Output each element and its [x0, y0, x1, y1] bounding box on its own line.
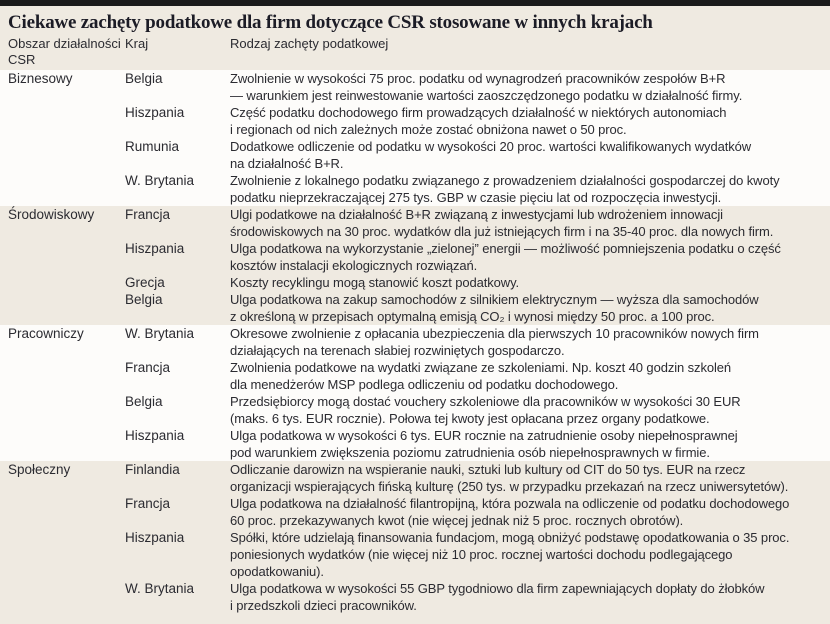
- incentive-line: i przedszkoli dzieci pracowników.: [230, 598, 417, 613]
- incentive-line: podatku nieprzekraczającej 275 tys. GBP w czasie pięciu lat od rozpoczęcia inwestycji.: [230, 190, 722, 205]
- incentive-text: [230, 461, 822, 495]
- incentive-line: Spółki, które udzielają finansowania fundacjom, mogą obniżyć podstawę opodatkowania o 35 proc.: [230, 530, 790, 545]
- incentive-line: Część podatku dochodowego firm prowadzących działalność w niektórych autonomiach: [230, 105, 727, 120]
- incentive-line: Ulga podatkowa na działalność filantropijną, która pozwala na odliczenie od podatku dochodowego: [230, 496, 790, 511]
- table-row: [125, 580, 822, 614]
- incentive-text: [230, 325, 822, 359]
- table-row: [125, 529, 822, 580]
- country-label: Grecja: [125, 275, 165, 290]
- country-label: Belgia: [125, 71, 163, 86]
- incentive-text: [230, 427, 822, 461]
- table-section: [0, 325, 830, 461]
- incentive-line: Ulga podatkowa na zakup samochodów z silnikiem elektrycznym — wyższa dla samochodów: [230, 292, 759, 307]
- section-rows: [125, 325, 822, 461]
- incentive-text: [230, 291, 822, 325]
- incentive-line: dla menedżerów MSP podlega odliczeniu od podatku dochodowego.: [230, 377, 619, 392]
- incentive-line: Okresowe zwolnienie z opłacania ubezpieczenia dla pierwszych 10 pracowników nowych firm: [230, 326, 759, 341]
- incentive-line: Ulga podatkowa w wysokości 55 GBP tygodniowo dla firm zapewniających dopłaty do żłobków: [230, 581, 765, 596]
- country-label: Belgia: [125, 292, 163, 307]
- section-rows: [125, 206, 822, 325]
- incentive-line: 60 proc. przekazywanych kwot (nie więcej jednak niż 5 proc. rocznych obrotów).: [230, 513, 684, 528]
- incentive-line: z określoną w przepisach optymalną emisją CO₂ i wynosi między 50 proc. a 100 proc.: [230, 309, 715, 324]
- country-label: Francja: [125, 207, 171, 222]
- country-label: W. Brytania: [125, 581, 195, 596]
- column-header-incentive: Rodzaj zachęty podatkowej: [230, 36, 389, 51]
- table-row: [125, 240, 822, 274]
- incentive-line: działających na terenach słabiej rozwiniętych gospodarczo.: [230, 343, 565, 358]
- area-label: Pracowniczy: [8, 326, 84, 341]
- table-section: [0, 461, 830, 624]
- table-row: [125, 138, 822, 172]
- table-row: [125, 274, 822, 291]
- incentive-text: [230, 172, 822, 206]
- country-label: Hiszpania: [125, 530, 185, 545]
- incentive-line: poniesionych wydatków (nie więcej niż 10 proc. rocznej wartości dochodu podlegającego: [230, 547, 733, 562]
- incentive-line: Dodatkowe odliczenie od podatku w wysokości 20 proc. wartości kwalifikowanych wydatków: [230, 139, 752, 154]
- incentive-line: Odliczanie darowizn na wspieranie nauki, sztuki lub kultury od CIT do 50 tys. EUR na rzecz: [230, 462, 746, 477]
- table-row: [125, 206, 822, 240]
- table-row: [125, 325, 822, 359]
- incentive-text: [230, 359, 822, 393]
- incentive-line: pod warunkiem zwiększenia poziomu zatrudnienia osób niepełnosprawnych w firmie.: [230, 445, 710, 460]
- country-label: Francja: [125, 496, 171, 511]
- incentive-text: [230, 580, 822, 614]
- incentive-line: Koszty recyklingu mogą stanowić koszt podatkowy.: [230, 275, 520, 290]
- country-label: W. Brytania: [125, 173, 195, 188]
- column-header-country: Kraj: [125, 36, 149, 51]
- incentive-text: [230, 274, 822, 291]
- country-label: W. Brytania: [125, 326, 195, 341]
- table-section: [0, 206, 830, 325]
- table-section: [0, 70, 830, 206]
- area-label: Społeczny: [8, 462, 71, 477]
- incentive-text: [230, 529, 822, 580]
- page-title: Ciekawe zachęty podatkowe dla firm dotyczące CSR stosowane w innych krajach: [0, 6, 830, 35]
- country-label: Rumunia: [125, 139, 180, 154]
- incentive-line: opodatkowaniu).: [230, 564, 324, 579]
- incentive-text: [230, 495, 822, 529]
- incentive-line: (maks. 6 tys. EUR rocznie). Połowa tej kwoty jest opłacana przez organy podatkowe.: [230, 411, 710, 426]
- incentive-line: Zwolnienia podatkowe na wydatki związane ze szkoleniami. Np. koszt 40 godzin szkoleń: [230, 360, 732, 375]
- incentive-text: [230, 240, 822, 274]
- incentive-line: na działalność B+R.: [230, 156, 344, 171]
- section-rows: [125, 70, 822, 206]
- table-body: [0, 70, 830, 624]
- table-row: [125, 393, 822, 427]
- country-label: Hiszpania: [125, 105, 185, 120]
- incentive-line: kosztów instalacji ekologicznych rozwiązań.: [230, 258, 478, 273]
- incentive-text: [230, 70, 822, 104]
- table-row: [125, 427, 822, 461]
- table-row: [125, 104, 822, 138]
- table-row: [125, 172, 822, 206]
- country-label: Francja: [125, 360, 171, 375]
- incentive-line: — warunkiem jest reinwestowanie wartości zaoszczędzonego podatku w działalność firmy.: [230, 88, 743, 103]
- incentive-line: organizacji wspierających fińską kulturę (250 tys. w przypadku przekazań na rzecz uniwersytetów).: [230, 479, 789, 494]
- table-row: [125, 461, 822, 495]
- incentive-line: i regionach od nich zależnych może zostać obniżona nawet o 50 proc.: [230, 122, 627, 137]
- table-header: [0, 35, 830, 70]
- table-row: [125, 70, 822, 104]
- table-row: [125, 495, 822, 529]
- incentive-text: [230, 104, 822, 138]
- incentive-text: [230, 138, 822, 172]
- incentive-line: Zwolnienie w wysokości 75 proc. podatku od wynagrodzeń pracowników zespołów B+R: [230, 71, 726, 86]
- incentive-line: Zwolnienie z lokalnego podatku związanego z prowadzeniem działalności gospodarczej do kwoty: [230, 173, 780, 188]
- area-label: Środowiskowy: [8, 207, 95, 222]
- incentive-line: Ulga podatkowa na wykorzystanie „zielonej” energii — możliwość pomniejszenia podatku o część: [230, 241, 781, 256]
- country-label: Hiszpania: [125, 241, 185, 256]
- incentive-text: [230, 393, 822, 427]
- table-row: [125, 291, 822, 325]
- country-label: Finlandia: [125, 462, 180, 477]
- incentive-line: Przedsiębiorcy mogą dostać vouchery szkoleniowe dla pracowników w wysokości 30 EUR: [230, 394, 741, 409]
- country-label: Belgia: [125, 394, 163, 409]
- country-label: Hiszpania: [125, 428, 185, 443]
- area-label: Biznesowy: [8, 71, 73, 86]
- section-rows: [125, 461, 822, 614]
- incentive-line: Ulga podatkowa w wysokości 6 tys. EUR rocznie na zatrudnienie osoby niepełnosprawnej: [230, 428, 738, 443]
- incentive-line: Ulgi podatkowe na działalność B+R związaną z inwestycjami lub wdrożeniem innowacji: [230, 207, 723, 222]
- column-header-area: Obszar działalności CSR: [8, 36, 121, 67]
- incentive-line: środowiskowych na 30 proc. wydatków dla już istniejących firm i na 35-40 proc. dla nowych firm.: [230, 224, 774, 239]
- table-row: [125, 359, 822, 393]
- incentive-text: [230, 206, 822, 240]
